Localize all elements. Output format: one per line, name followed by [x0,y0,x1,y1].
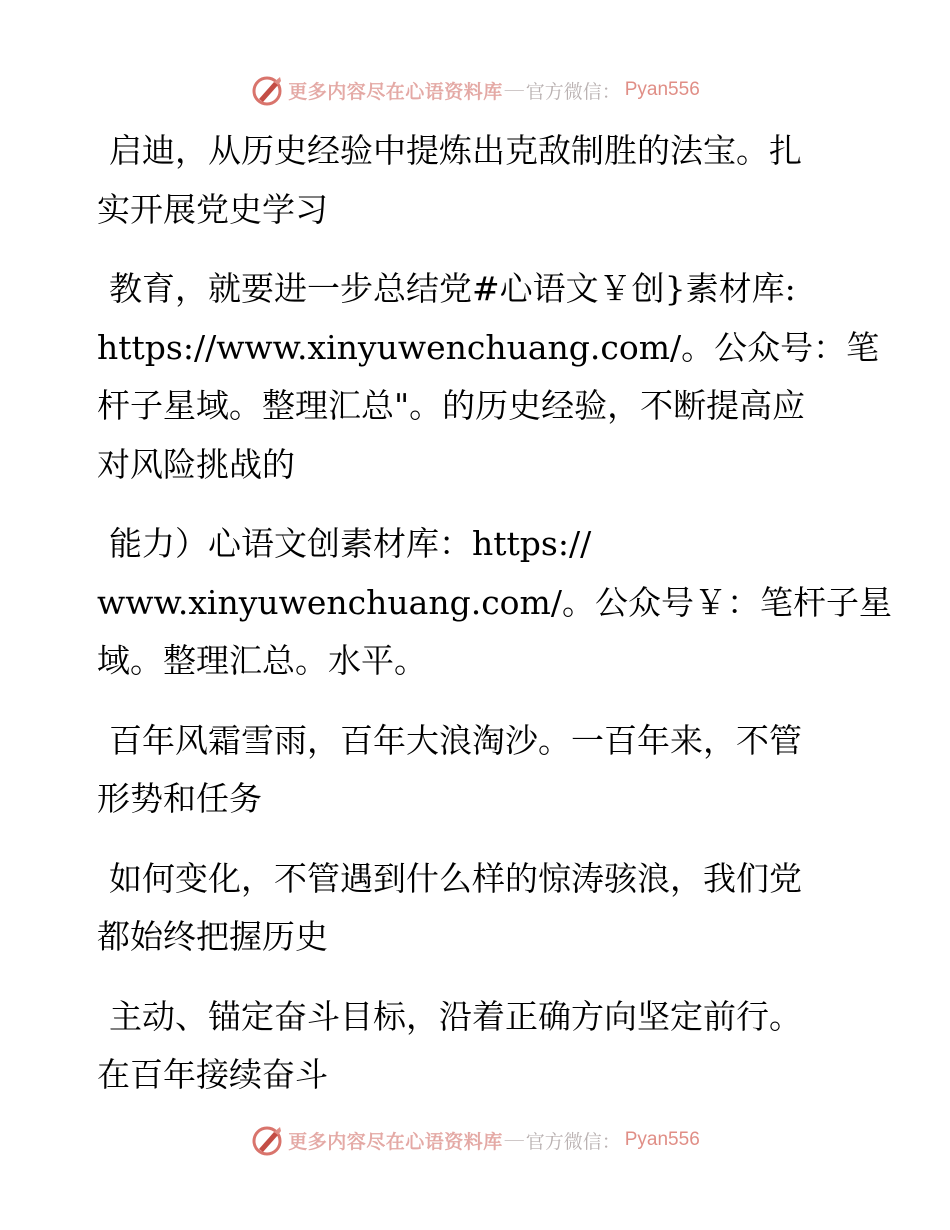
text-line: 如何变化，不管遇到什么样的惊涛骇浪，我们党 [109,858,802,898]
text-line: 百年风霜雪雨，百年大浪淘沙。一百年来，不管 [109,720,802,760]
text-line: 形势和任务 [97,779,262,818]
text-line: www.xinyuwenchuang.com/。公众号￥：笔杆子星 [97,582,892,622]
banner-wechat-id: Pyan556 [624,79,700,100]
text-line: 能力）心语文创素材库：https:// [109,524,592,563]
text-line: https://www.xinyuwenchuang.com/。公众号：笔 [97,327,880,367]
text-line: 实开展党史学习 [97,189,328,229]
paragraph [97,850,837,967]
header-watermark-banner [0,70,950,110]
banner-dash: — [504,1129,524,1150]
pen-logo-icon [250,73,284,107]
footer-watermark-banner [0,1120,950,1160]
text-line: 在百年接续奋斗 [97,1055,328,1094]
banner-wechat-id: Pyan556 [624,1129,700,1150]
banner-main-text: 更多内容尽在心语资料库 [288,80,503,103]
document-body [97,122,892,1126]
banner-wechat-label: 官方微信： [525,1130,621,1153]
paragraph [97,122,837,239]
paragraph [97,712,837,829]
banner-wechat-label: 官方微信： [525,80,621,103]
text-line: 杆子星域。整理汇总"。的历史经验，不断提高应 [97,386,806,425]
paragraph [97,988,837,1105]
text-line: 教育，就要进一步总结党#心语文￥创}素材库: [109,269,796,308]
text-line: 对风险挑战的 [97,444,295,484]
text-line: 域。整理汇总。水平。 [97,641,427,680]
banner-main-text: 更多内容尽在心语资料库 [288,1130,503,1153]
text-line: 都始终把握历史 [97,917,328,956]
paragraph [97,260,880,494]
pen-logo-icon [250,1123,284,1157]
text-line: 主动、锚定奋斗目标，沿着正确方向坚定前行。 [109,996,802,1036]
text-line: 启迪，从历史经验中提炼出克敌制胜的法宝。扎 [109,131,802,170]
paragraph [97,515,892,691]
banner-dash: — [504,79,524,100]
